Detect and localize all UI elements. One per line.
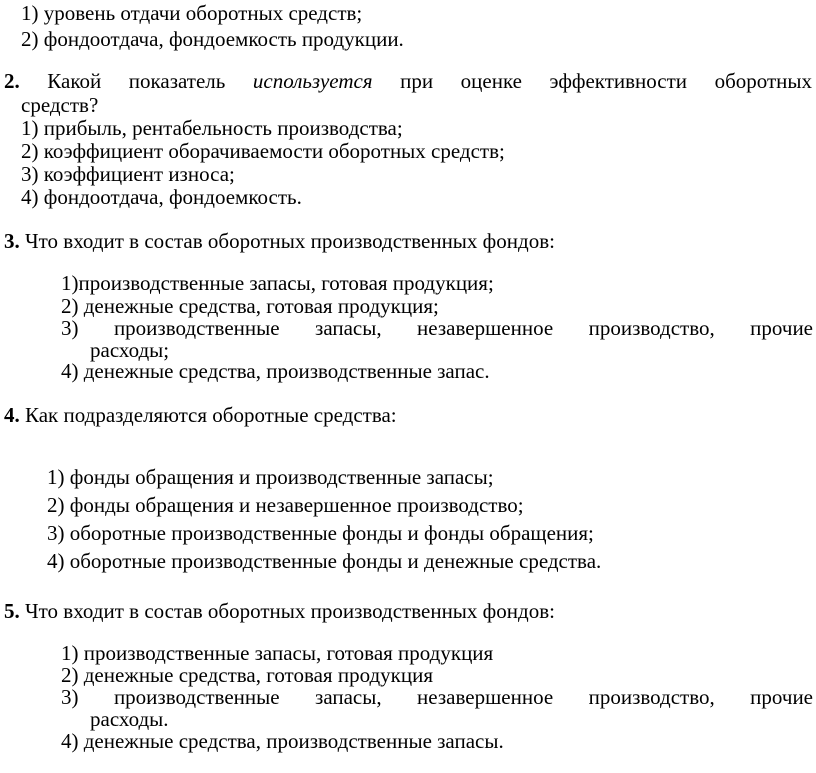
intro-option-1: 1) уровень отдачи оборотных средств; — [21, 1, 363, 25]
question-4-option-3: 3) оборотные производственные фонды и фонды обращения; — [47, 521, 594, 545]
question-2-text — [4, 69, 812, 93]
question-3-option-2: 2) денежные средства, готовая продукция; — [61, 294, 439, 318]
question-3-number: 3. — [4, 229, 20, 253]
question-4-body: Как подразделяются оборотные средства: — [25, 403, 397, 427]
question-5-option-1: 1) производственные запасы, готовая продукция — [61, 641, 494, 665]
question-2-number: 2. — [4, 69, 20, 93]
question-5-body: Что входит в состав оборотных производственных фондов: — [25, 599, 555, 623]
question-2-text-after: при оценке эффективности оборотных — [400, 69, 813, 93]
question-4-text — [4, 403, 397, 427]
question-5-number: 5. — [4, 599, 20, 623]
question-2-option-4: 4) фондоотдача, фондоемкость. — [21, 185, 302, 209]
question-3-body: Что входит в состав оборотных производственных фондов: — [25, 229, 555, 253]
question-3-option-4: 4) денежные средства, производственные запас. — [61, 359, 490, 383]
question-5-option-4: 4) денежные средства, производственные запасы. — [61, 729, 504, 753]
question-2-option-1: 1) прибыль, рентабельность производства; — [21, 116, 403, 140]
question-2-text-emphasis: используется — [252, 69, 373, 93]
question-4-number: 4. — [4, 403, 20, 427]
question-2-option-3: 3) коэффициент износа; — [21, 162, 235, 186]
question-3-option-3: 3) производственные запасы, незавершенное производство, прочие — [61, 316, 813, 340]
question-4-option-2: 2) фонды обращения и незавершенное производство; — [47, 493, 524, 517]
question-3-option-3-continued: расходы; — [90, 338, 170, 362]
question-5-option-2: 2) денежные средства, готовая продукция — [61, 663, 433, 687]
intro-option-2: 2) фондоотдача, фондоемкость продукции. — [21, 27, 404, 51]
question-3-option-1: 1)производственные запасы, готовая продукция; — [61, 271, 494, 295]
question-5-option-3-continued: расходы. — [90, 707, 169, 731]
question-2-option-2: 2) коэффициент оборачиваемости оборотных средств; — [21, 139, 505, 163]
question-5-option-3: 3) производственные запасы, незавершенное производство, прочие — [61, 685, 813, 709]
question-5-text — [4, 599, 555, 623]
question-2-text-continued: средств? — [21, 93, 99, 117]
question-4-option-1: 1) фонды обращения и производственные запасы; — [47, 465, 494, 489]
question-4-option-4: 4) оборотные производственные фонды и денежные средства. — [47, 549, 602, 573]
question-3-text — [4, 229, 555, 253]
question-2-text-before: Какой показатель — [47, 69, 226, 93]
